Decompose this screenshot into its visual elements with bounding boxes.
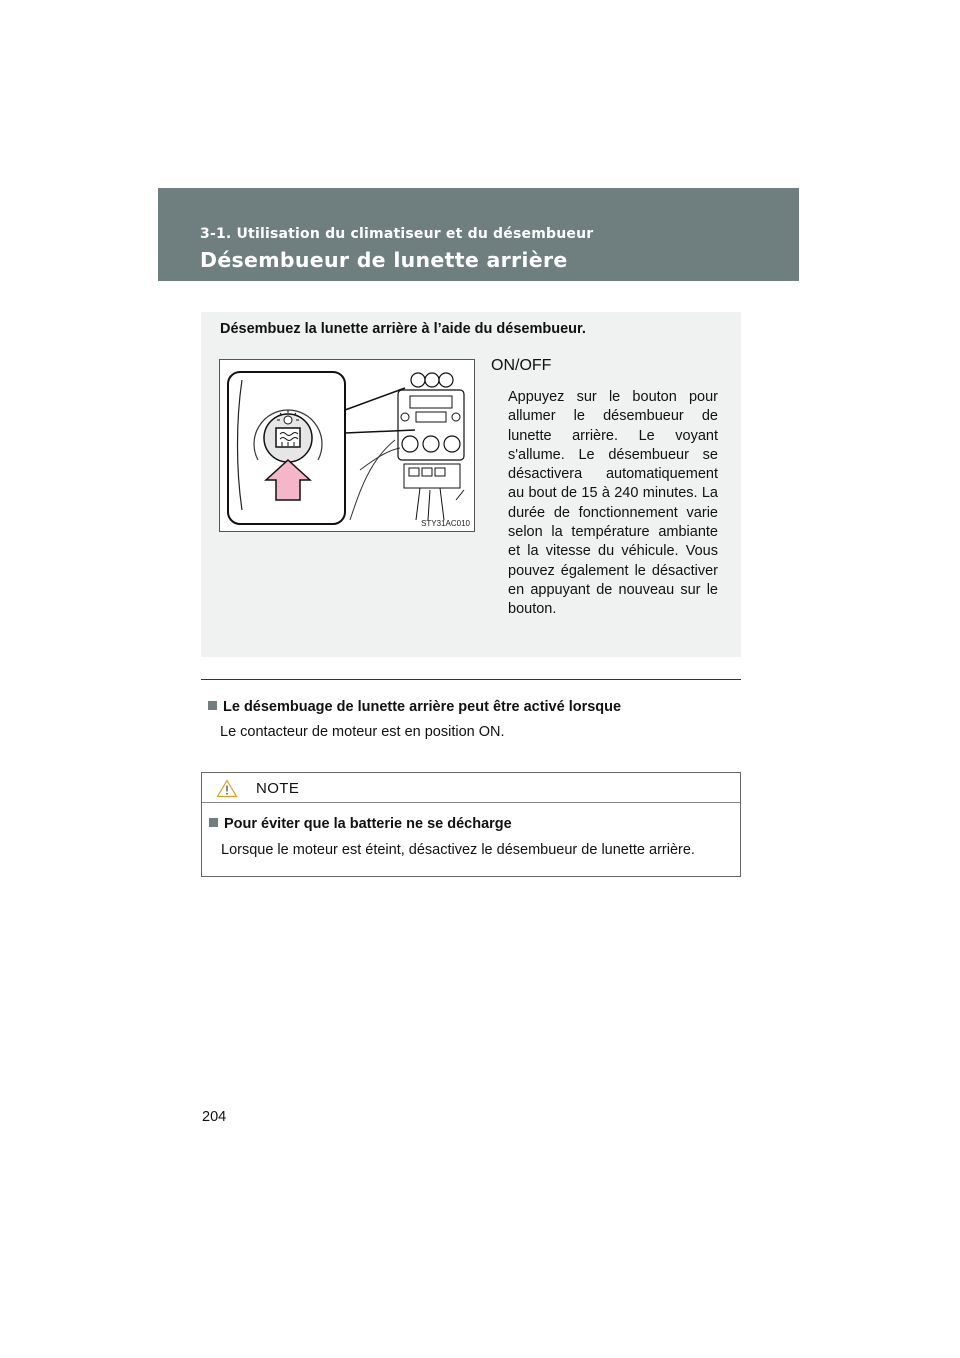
bullet-square-icon bbox=[208, 701, 217, 710]
info-box bbox=[201, 312, 741, 657]
section-header bbox=[158, 188, 799, 281]
dashboard-illustration bbox=[220, 360, 474, 531]
figure-code: STY31AC010 bbox=[421, 519, 470, 528]
description-text: Appuyez sur le bouton pour allumer le désembueur de lunette arrière. Le voyant s'allume. Le désembueur se désactivera automatiquement au bout de 15 à 240 minutes. La durée de fonctionnement varie selon la température ambiante et la vitesse du véhicule. Vous pouvez également le désactiver en appuyant de nouveau sur le bouton. bbox=[508, 389, 718, 618]
note-header bbox=[202, 773, 740, 803]
note-label: NOTE bbox=[256, 780, 300, 797]
note-box bbox=[201, 772, 741, 877]
page-title: Désembueur de lunette arrière bbox=[200, 248, 568, 272]
warning-triangle-icon bbox=[216, 779, 238, 798]
section-divider bbox=[201, 679, 741, 680]
subsection-body: Le contacteur de moteur est en position ON. bbox=[220, 724, 505, 740]
note-heading-text: Pour éviter que la batterie ne se décharge bbox=[224, 816, 512, 832]
button-label: ON/OFF bbox=[491, 357, 552, 374]
subsection-heading-text: Le désembuage de lunette arrière peut être activé lorsque bbox=[223, 699, 622, 715]
page-number: 204 bbox=[202, 1109, 227, 1125]
subsection-heading bbox=[208, 699, 621, 715]
note-heading bbox=[209, 816, 512, 832]
note-body: Lorsque le moteur est éteint, désactivez le désembueur de lunette arrière. bbox=[221, 842, 695, 858]
intro-text: Désembuez la lunette arrière à l’aide du désembueur. bbox=[220, 321, 586, 337]
section-title: 3-1. Utilisation du climatiseur et du désembueur bbox=[200, 226, 594, 242]
defogger-button-illustration bbox=[219, 359, 475, 532]
bullet-square-icon bbox=[209, 818, 218, 827]
